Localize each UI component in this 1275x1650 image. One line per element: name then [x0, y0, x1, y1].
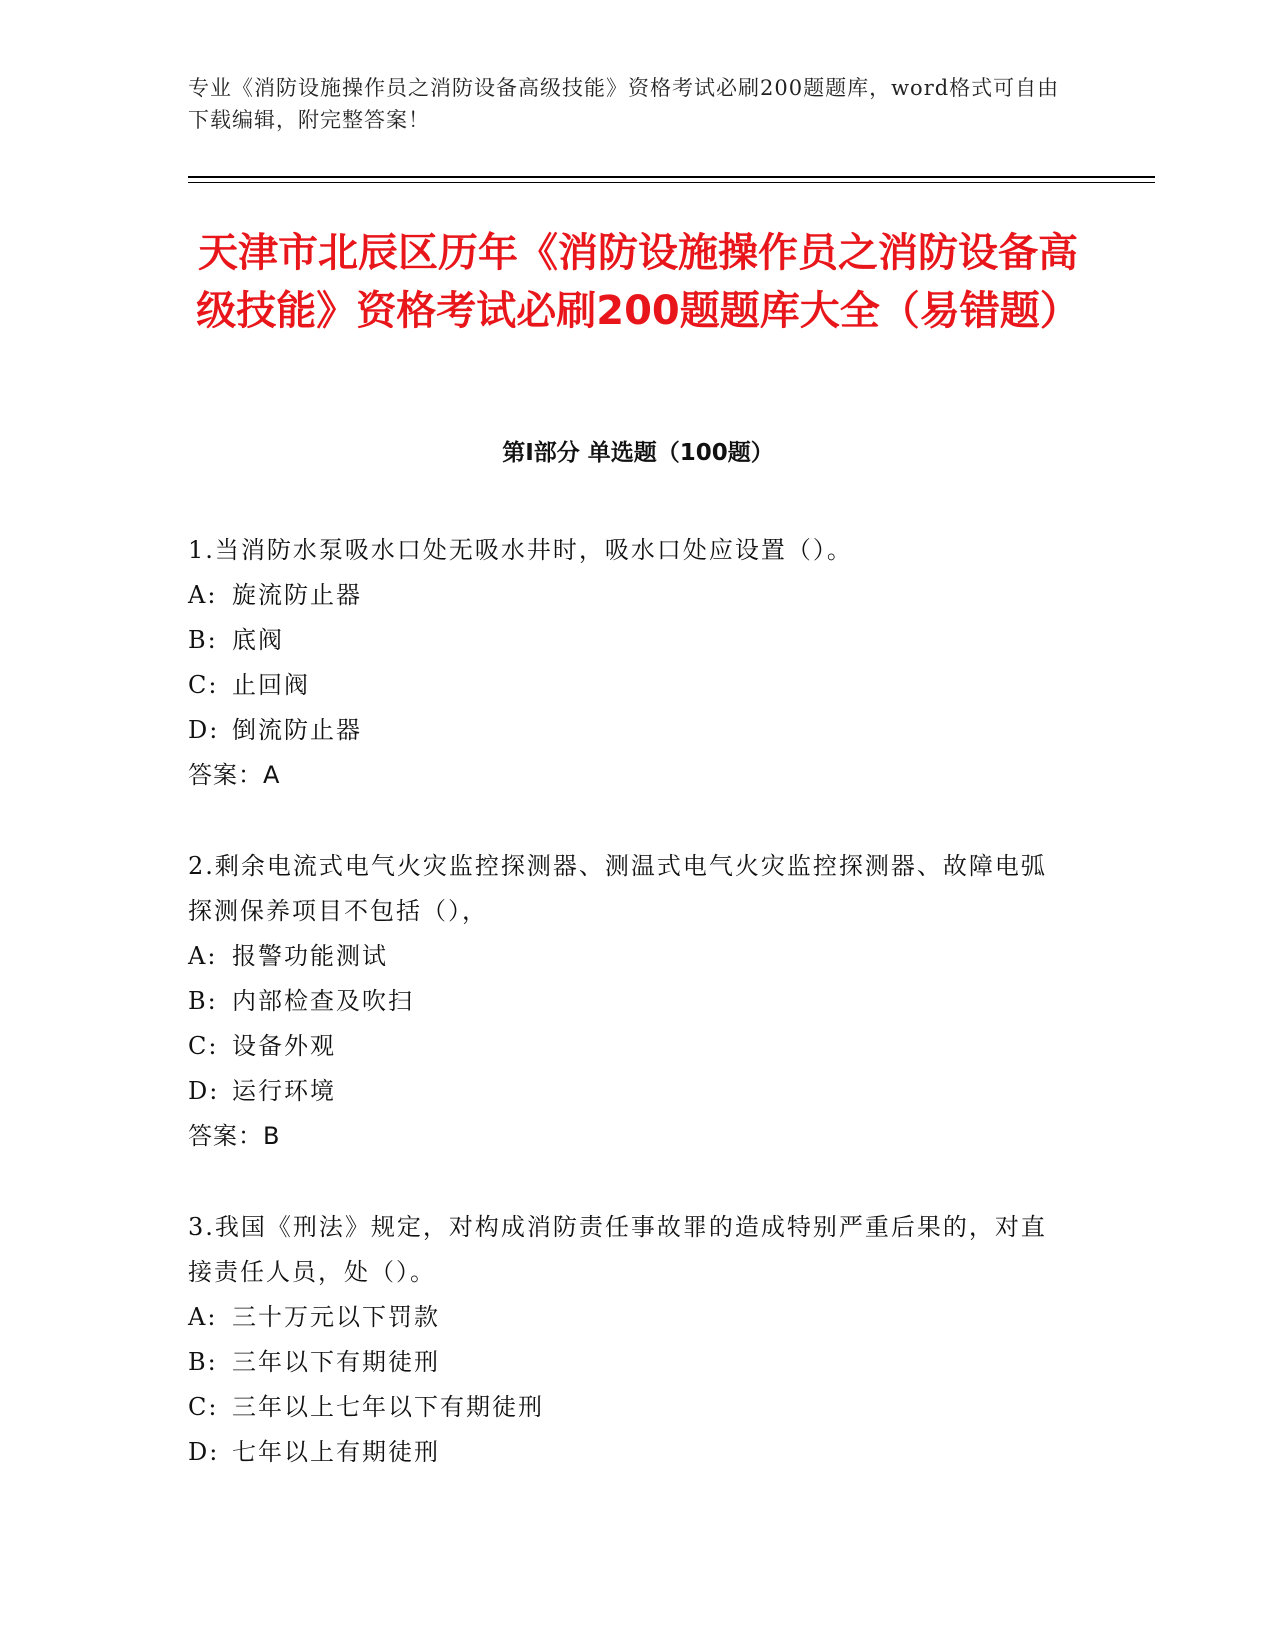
- question-3: [188, 1205, 1068, 1475]
- option-b: [188, 979, 1068, 1024]
- option-key: D:: [188, 1438, 220, 1466]
- option-text: 倒流防止器: [232, 716, 362, 744]
- option-text: 三年以下有期徒刑: [232, 1348, 440, 1376]
- header-rule-thin: [188, 182, 1155, 183]
- option-c: [188, 1385, 1068, 1430]
- option-d: [188, 708, 1068, 753]
- option-key: A:: [188, 1303, 218, 1331]
- document-title: 天津市北辰区历年《消防设施操作员之消防设备高级技能》资格考试必刷200题题库大全（易错题）: [196, 230, 1080, 334]
- option-key: B:: [188, 1348, 218, 1376]
- question-stem: 3.我国《刑法》规定，对构成消防责任事故罪的造成特别严重后果的，对直接责任人员，处（）。: [188, 1213, 1047, 1286]
- answer-line: 答案：A: [188, 761, 281, 789]
- option-key: C:: [188, 1032, 219, 1060]
- option-a: [188, 1295, 1068, 1340]
- option-text: 七年以上有期徒刑: [232, 1438, 440, 1466]
- question-list: [188, 528, 1068, 1521]
- option-text: 设备外观: [232, 1032, 336, 1060]
- option-d: [188, 1069, 1068, 1114]
- option-b: [188, 618, 1068, 663]
- option-c: [188, 663, 1068, 708]
- option-key: A:: [188, 942, 218, 970]
- option-text: 三十万元以下罚款: [232, 1303, 440, 1331]
- question-2: [188, 844, 1068, 1159]
- option-text: 底阀: [232, 626, 284, 654]
- answer-line: 答案：B: [188, 1122, 281, 1150]
- option-text: 旋流防止器: [232, 581, 362, 609]
- option-key: B:: [188, 987, 218, 1015]
- option-text: 内部检查及吹扫: [232, 987, 414, 1015]
- option-b: [188, 1340, 1068, 1385]
- option-key: C:: [188, 1393, 219, 1421]
- option-key: D:: [188, 716, 220, 744]
- option-c: [188, 1024, 1068, 1069]
- section-heading: 第Ⅰ部分 单选题（100题）: [502, 440, 774, 466]
- option-text: 三年以上七年以下有期徒刑: [232, 1393, 544, 1421]
- option-a: [188, 573, 1068, 618]
- option-a: [188, 934, 1068, 979]
- option-text: 运行环境: [232, 1077, 336, 1105]
- option-key: D:: [188, 1077, 220, 1105]
- question-1: [188, 528, 1068, 798]
- header-rule-thick: [188, 176, 1155, 178]
- option-key: C:: [188, 671, 219, 699]
- header-note: 专业《消防设施操作员之消防设备高级技能》资格考试必刷200题题库，word格式可自由下载编辑，附完整答案！: [188, 76, 1060, 132]
- option-text: 止回阀: [232, 671, 310, 699]
- option-key: A:: [188, 581, 218, 609]
- option-text: 报警功能测试: [232, 942, 388, 970]
- option-d: [188, 1430, 1068, 1475]
- question-stem: 1.当消防水泵吸水口处无吸水井时，吸水口处应设置（）。: [188, 536, 853, 564]
- option-key: B:: [188, 626, 218, 654]
- question-stem: 2.剩余电流式电气火灾监控探测器、测温式电气火灾监控探测器、故障电弧探测保养项目不包括（），: [188, 852, 1047, 925]
